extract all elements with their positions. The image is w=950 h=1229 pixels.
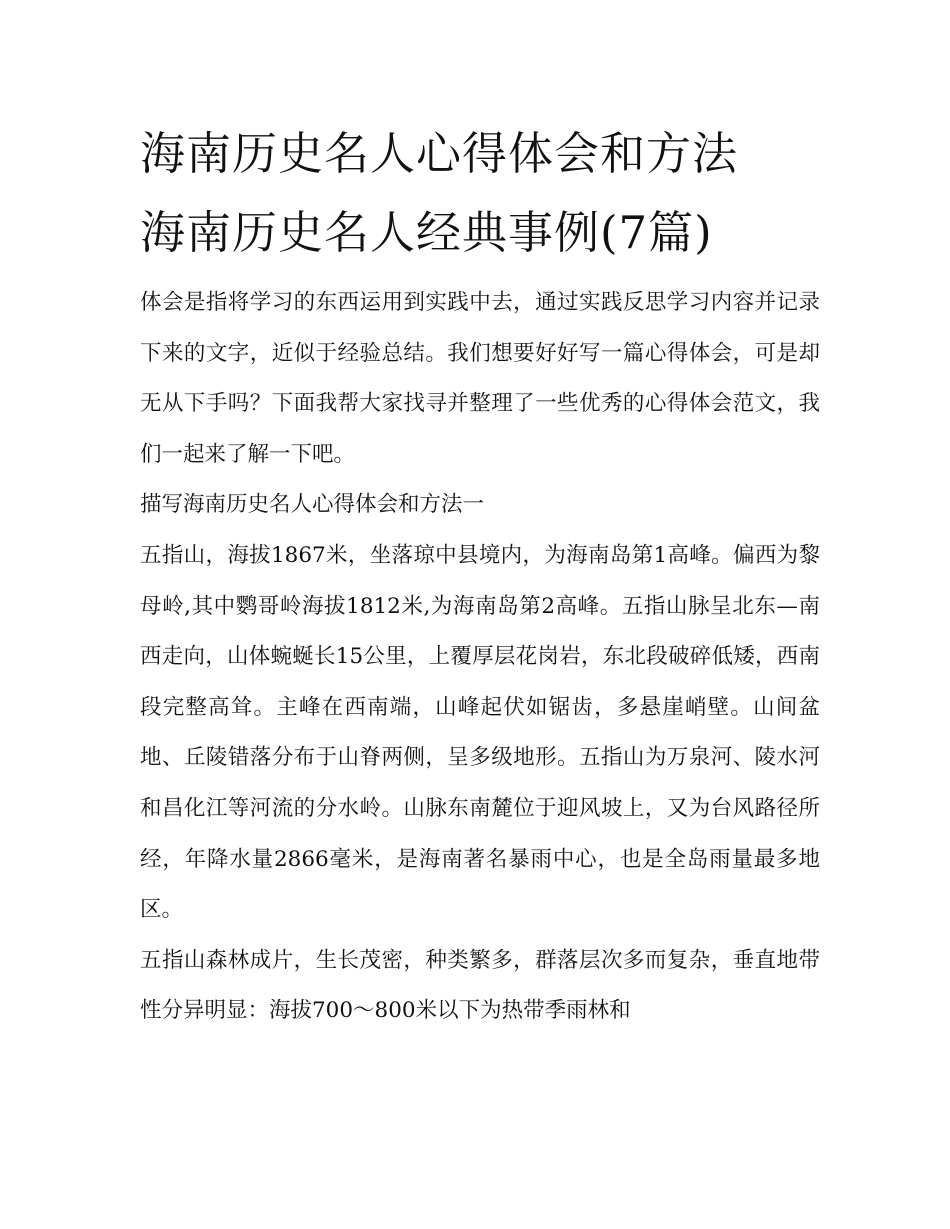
body-paragraph: 五指山森林成片，生长茂密，种类繁多，群落层次多而复杂，垂直地带性分异明显：海拔700～800米以下为热带季雨林和 (140, 947, 820, 1024)
title-line-1: 海南历史名人心得体会和方法 (140, 127, 739, 180)
body-paragraph: 五指山，海拔1867米，坐落琼中县境内，为海南岛第1高峰。偏西为黎母岭,其中鹦哥岭海拔1812米,为海南岛第2高峰。五指山脉呈北东—南西走向，山体蜿蜒长15公里，上覆厚层花岗岩，东北段破碎低矮，西南段完整高耸。主峰在西南端，山峰起伏如锯齿，多悬崖峭壁。山间盆地、丘陵错落分布于山脊两侧，呈多级地形。五指山为万泉河、陵水河和昌化江等河流的分水岭。山脉东南麓位于迎风坡上，又为台风路径所经，年降水量2866毫米，是海南著名暴雨中心，也是全岛雨量最多地区。 (140, 542, 820, 923)
document-body (140, 278, 820, 1037)
intro-paragraph: 体会是指将学习的东西运用到实践中去，通过实践反思学习内容并记录下来的文字，近似于经验总结。我们想要好好写一篇心得体会，可是却无从下手吗？下面我帮大家找寻并整理了一些优秀的心得体会范文，我们一起来了解一下吧。 (140, 290, 820, 467)
section-heading: 描写海南历史名人心得体会和方法一 (140, 492, 485, 518)
title-line-2: 海南历史名人经典事例(7篇) (140, 206, 713, 259)
document-title (140, 114, 830, 272)
